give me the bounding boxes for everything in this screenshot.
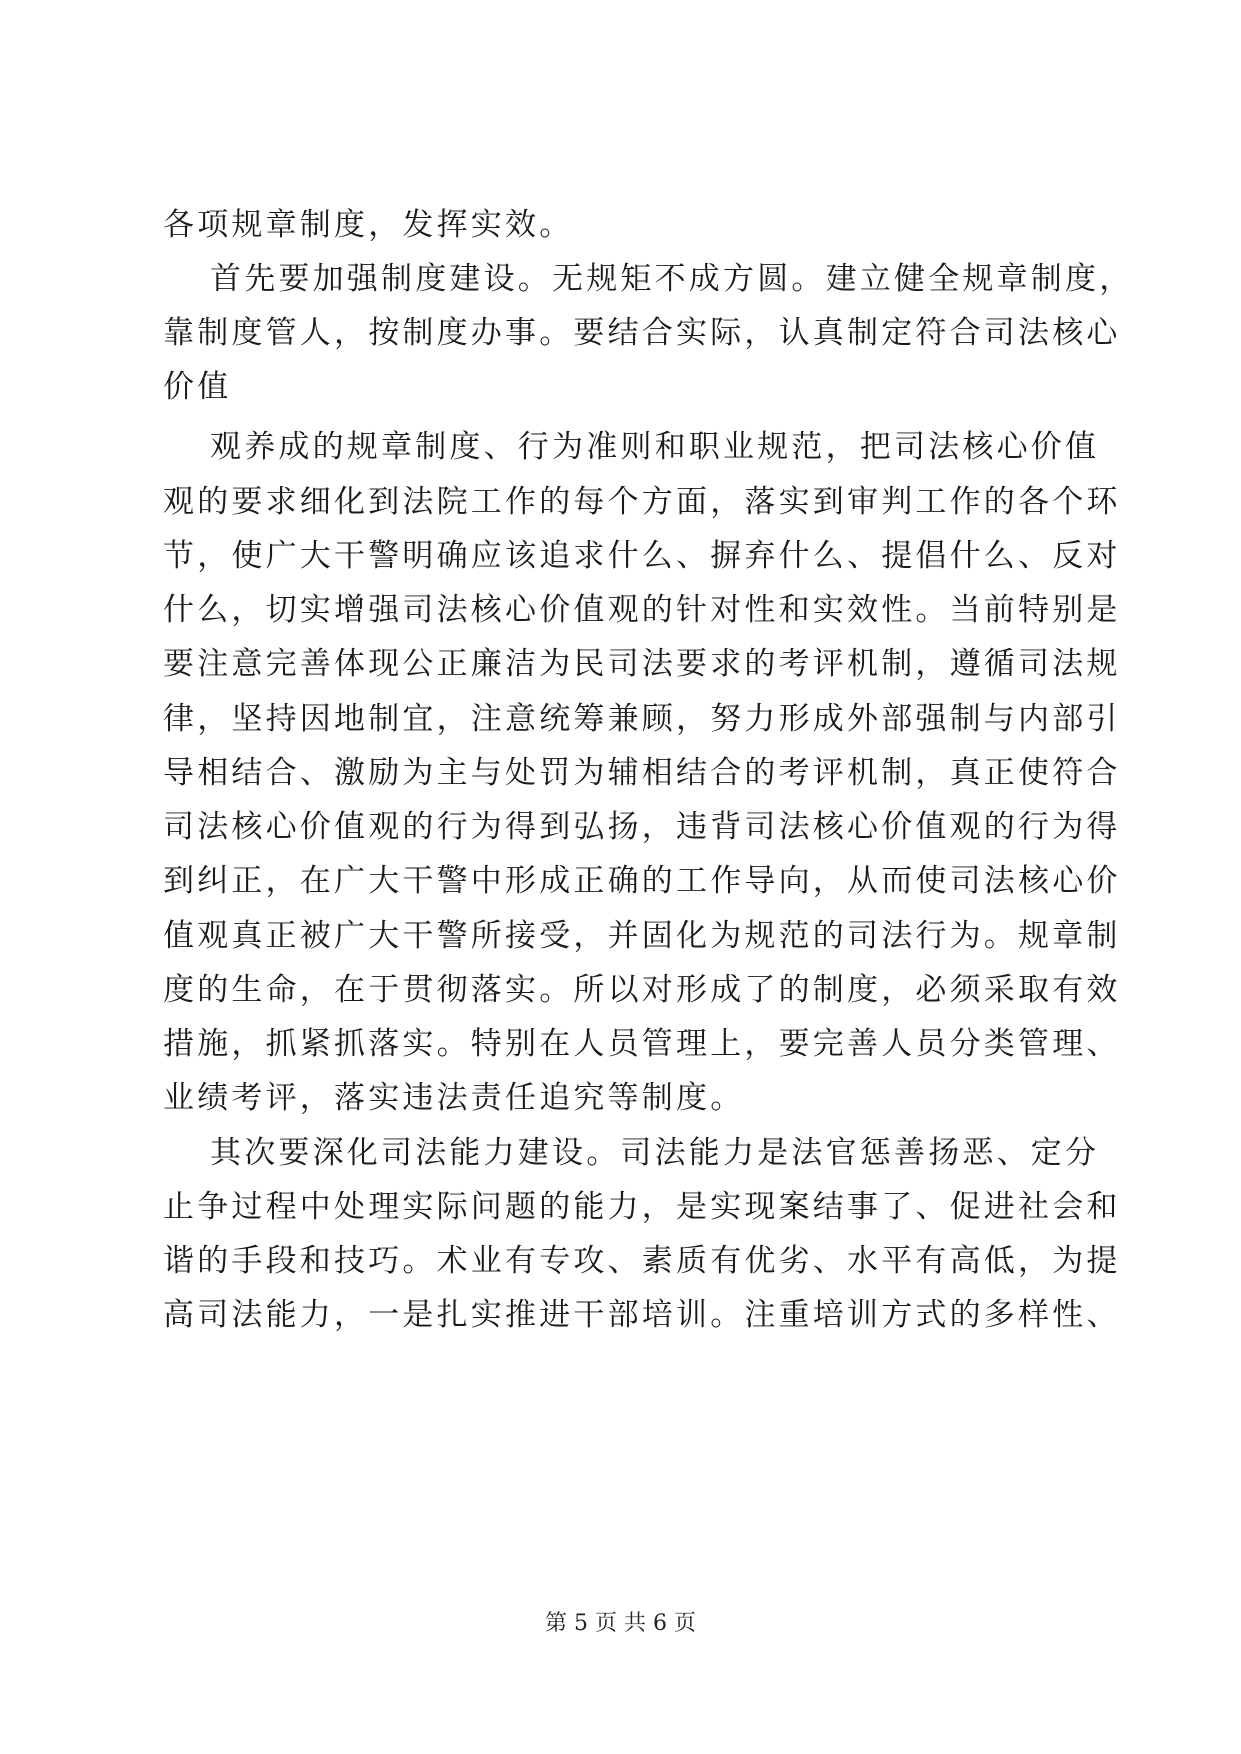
text-line: 高司法能力，一是扎实推进干部培训。注重培训方式的多样性、 bbox=[163, 1297, 1121, 1333]
text-line: 导相结合、激励为主与处罚为辅相结合的考评机制，真正使符合 bbox=[163, 755, 1121, 791]
text-line: 各项规章制度，发挥实效。 bbox=[163, 207, 574, 243]
text-line: 止争过程中处理实际问题的能力，是实现案结事了、促进社会和 bbox=[163, 1189, 1121, 1225]
page-number-footer: 第 5 页 共 6 页 bbox=[545, 1611, 696, 1636]
text-line: 度的生命，在于贯彻落实。所以对形成了的制度，必须采取有效 bbox=[163, 972, 1121, 1008]
text-line: 律，坚持因地制宜，注意统筹兼顾，努力形成外部强制与内部引 bbox=[163, 701, 1121, 737]
text-line: 价值 bbox=[163, 369, 232, 405]
text-line: 什么，切实增强司法核心价值观的针对性和实效性。当前特别是 bbox=[163, 592, 1121, 628]
text-line: 业绩考评，落实违法责任追究等制度。 bbox=[163, 1080, 745, 1116]
text-line: 节，使广大干警明确应该追求什么、摒弃什么、提倡什么、反对 bbox=[163, 538, 1121, 574]
text-line: 首先要加强制度建设。无规矩不成方圆。建立健全规章制度， bbox=[210, 261, 1134, 297]
text-line: 观的要求细化到法院工作的每个方面，落实到审判工作的各个环 bbox=[163, 484, 1121, 520]
text-line: 靠制度管人，按制度办事。要结合实际，认真制定符合司法核心 bbox=[163, 315, 1121, 351]
text-line: 谐的手段和技巧。术业有专攻、素质有优劣、水平有高低，为提 bbox=[163, 1243, 1121, 1279]
text-line: 观养成的规章制度、行为准则和职业规范，把司法核心价值 bbox=[210, 429, 1100, 465]
text-line: 值观真正被广大干警所接受，并固化为规范的司法行为。规章制 bbox=[163, 918, 1121, 954]
text-line: 其次要深化司法能力建设。司法能力是法官惩善扬恶、定分 bbox=[210, 1135, 1100, 1171]
text-line: 司法核心价值观的行为得到弘扬，违背司法核心价值观的行为得 bbox=[163, 809, 1121, 845]
text-line: 要注意完善体现公正廉洁为民司法要求的考评机制，遵循司法规 bbox=[163, 646, 1121, 682]
text-line: 措施，抓紧抓落实。特别在人员管理上，要完善人员分类管理、 bbox=[163, 1026, 1121, 1062]
text-line: 到纠正，在广大干警中形成正确的工作导向，从而使司法核心价 bbox=[163, 863, 1121, 899]
